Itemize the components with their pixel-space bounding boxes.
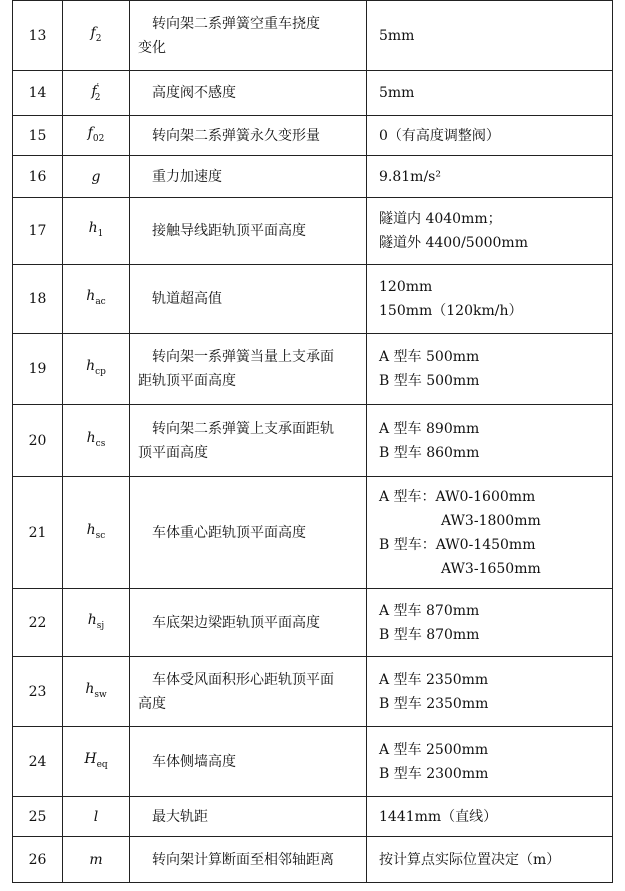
parameter-name-line: 高度 [138, 695, 166, 712]
table-row [13, 727, 613, 797]
value-line: 按计算点实际位置决定（m） [379, 851, 561, 868]
table-row [13, 116, 613, 156]
row-value [367, 727, 613, 797]
parameter-name-line: 转向架二系弹簧空重车挠度 [152, 15, 320, 32]
parameter-name-line: 重力加速度 [152, 168, 222, 185]
row-symbol: $h_{cs}$ [63, 405, 130, 477]
parameter-name-line: 车体侧墙高度 [152, 753, 236, 770]
parameter-name-line: 接触导线距轨顶平面高度 [152, 223, 306, 239]
row-symbol: $h_{ac}$ [63, 265, 130, 334]
value-line: 120mm [379, 279, 433, 295]
table-row [13, 797, 613, 837]
row-symbol: g [63, 156, 130, 198]
row-value [367, 334, 613, 405]
table-row [13, 198, 613, 265]
value-line: 150mm（120km/h） [379, 303, 523, 319]
value-line: A 型车 500mm [379, 349, 480, 365]
value-line: A 型车 2350mm [379, 671, 489, 688]
parameter-name-line: 顶平面高度 [138, 444, 208, 461]
row-number: 21 [13, 477, 63, 589]
parameter-name-line: 转向架计算断面至相邻轴距离 [152, 851, 334, 868]
row-parameter-name [130, 198, 367, 265]
row-parameter-name [130, 116, 367, 156]
row-number: 17 [13, 198, 63, 265]
row-parameter-name [130, 265, 367, 334]
value-line: 0（有高度调整阀） [379, 127, 500, 144]
row-symbol: $f'_2$ [63, 71, 130, 116]
row-value [367, 116, 613, 156]
row-parameter-name [130, 477, 367, 589]
value-line: B 型车 2350mm [379, 695, 489, 712]
value-line: A 型车 2500mm [379, 741, 489, 758]
row-value [367, 71, 613, 116]
row-value [367, 405, 613, 477]
row-parameter-name [130, 405, 367, 477]
row-symbol: $f_2$ [63, 1, 130, 71]
value-line: B 型车 500mm [379, 373, 480, 389]
table-row [13, 477, 613, 589]
row-number: 23 [13, 657, 63, 727]
row-value [367, 1, 613, 71]
table-row [13, 265, 613, 334]
row-number: 19 [13, 334, 63, 405]
row-parameter-name [130, 797, 367, 837]
table-row [13, 837, 613, 883]
parameter-name-line: 转向架二系弹簧上支承面距轨 [152, 420, 334, 437]
row-value [367, 797, 613, 837]
value-line: B 型车 860mm [379, 444, 480, 461]
row-value [367, 156, 613, 198]
row-number: 13 [13, 1, 63, 71]
parameter-name-line: 转向架二系弹簧永久变形量 [152, 127, 320, 144]
row-parameter-name [130, 657, 367, 727]
row-parameter-name [130, 589, 367, 657]
row-symbol: m [63, 837, 130, 883]
row-value [367, 657, 613, 727]
table-row [13, 405, 613, 477]
parameter-name-line: 最大轨距 [152, 808, 208, 825]
parameter-name-line: 高度阀不感度 [152, 85, 236, 101]
row-value [367, 265, 613, 334]
value-line: 隧道内 4040mm； [379, 211, 502, 227]
table-row [13, 156, 613, 198]
value-line: B 型车 870mm [379, 626, 480, 643]
table-row [13, 657, 613, 727]
row-number: 24 [13, 727, 63, 797]
row-number: 14 [13, 71, 63, 116]
row-parameter-name [130, 1, 367, 71]
value-line: B 型车 2300mm [379, 765, 489, 782]
table-row [13, 1, 613, 71]
row-number: 25 [13, 797, 63, 837]
value-line: AW3-1800mm [441, 512, 541, 529]
row-symbol: $h_{sw}$ [63, 657, 130, 727]
row-value [367, 198, 613, 265]
table-row [13, 334, 613, 405]
row-value [367, 589, 613, 657]
value-line: A 型车 870mm [379, 602, 480, 619]
parameter-table [12, 0, 613, 883]
row-number: 26 [13, 837, 63, 883]
row-symbol: $h_1$ [63, 198, 130, 265]
row-symbol: $h_{sc}$ [63, 477, 130, 589]
table-row [13, 589, 613, 657]
parameter-table-body [13, 1, 613, 883]
parameter-name-line: 转向架一系弹簧当量上支承面 [152, 349, 334, 365]
row-number: 16 [13, 156, 63, 198]
value-line: AW3-1650mm [441, 560, 541, 577]
row-value [367, 477, 613, 589]
value-line: 9.81m/s² [379, 168, 441, 185]
row-symbol: $h_{sj}$ [63, 589, 130, 657]
parameter-name-line: 车体重心距轨顶平面高度 [152, 524, 306, 541]
row-symbol: $h_{cp}$ [63, 334, 130, 405]
value-line: B 型车：AW0-1450mm [379, 536, 536, 553]
row-symbol: $H_{eq}$ [63, 727, 130, 797]
value-line: 1441mm（直线） [379, 808, 498, 825]
row-parameter-name [130, 837, 367, 883]
parameter-name-line: 车底架边梁距轨顶平面高度 [152, 614, 320, 631]
value-line: A 型车 890mm [379, 420, 480, 437]
parameter-name-line: 距轨顶平面高度 [138, 373, 236, 389]
row-parameter-name [130, 727, 367, 797]
value-line: 5mm [379, 85, 415, 101]
parameter-name-line: 车体受风面积形心距轨顶平面 [152, 671, 334, 688]
row-number: 18 [13, 265, 63, 334]
parameter-name-line: 变化 [138, 39, 166, 56]
row-symbol: $f_{02}$ [63, 116, 130, 156]
row-number: 15 [13, 116, 63, 156]
parameter-name-line: 轨道超高值 [152, 291, 222, 307]
table-row [13, 71, 613, 116]
value-line: A 型车：AW0-1600mm [379, 488, 536, 505]
row-parameter-name [130, 71, 367, 116]
row-symbol: l [63, 797, 130, 837]
value-line: 5mm [379, 27, 415, 44]
value-line: 隧道外 4400/5000mm [379, 235, 528, 251]
row-parameter-name [130, 334, 367, 405]
row-parameter-name [130, 156, 367, 198]
row-value [367, 837, 613, 883]
row-number: 20 [13, 405, 63, 477]
row-number: 22 [13, 589, 63, 657]
